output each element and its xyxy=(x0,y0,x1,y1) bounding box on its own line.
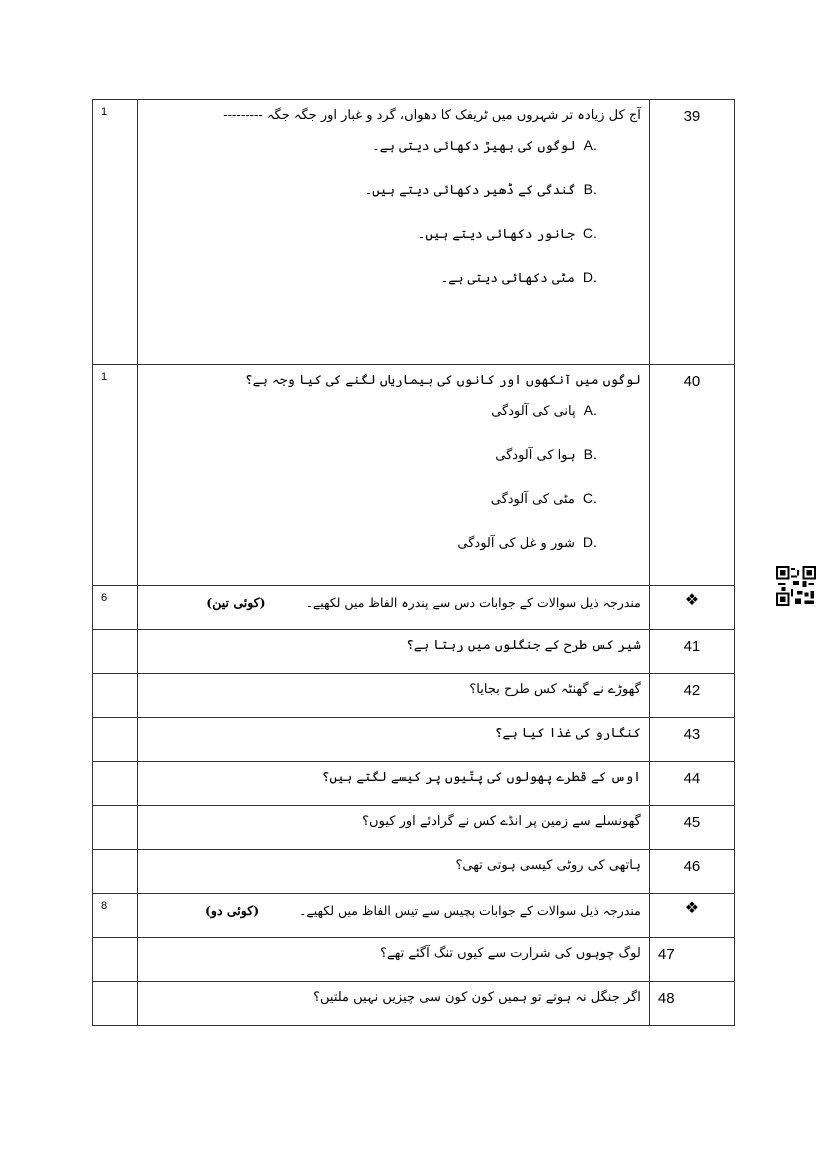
question-number: 41 xyxy=(683,638,701,655)
question-text: اگر جنگل نہ ہوتے تو ہمیں کون کون سی چیزیں نہیں ملتیں؟ xyxy=(313,990,641,1005)
marks-cell xyxy=(93,586,138,630)
question-number: 40 xyxy=(683,373,701,390)
marks-cell xyxy=(93,365,138,586)
question-row-44 xyxy=(93,762,735,806)
question-text: کنگارو کی غذا کیا ہے؟ xyxy=(494,726,641,741)
marks-cell xyxy=(93,100,138,365)
question-number: 39 xyxy=(683,108,701,125)
marks-cell xyxy=(93,806,138,850)
number-cell xyxy=(649,100,734,365)
question-cell xyxy=(138,850,650,894)
diamond-bullet-icon: ❖ xyxy=(684,898,700,917)
number-cell xyxy=(649,938,734,982)
marks-cell xyxy=(93,850,138,894)
question-row-46 xyxy=(93,850,735,894)
question-table xyxy=(92,99,735,1026)
symbol-cell xyxy=(649,586,734,630)
question-text: آج کل زیادہ تر شہروں میں ٹریفک کا دھواں، گرد و غبار اور جگہ جگہ --------- xyxy=(223,108,641,123)
qr-code-icon xyxy=(776,566,816,606)
number-cell xyxy=(649,630,734,674)
question-text: شیر کس طرح کے جنگلوں میں رہتا ہے؟ xyxy=(406,638,641,653)
marks-cell xyxy=(93,630,138,674)
question-row-43 xyxy=(93,718,735,762)
question-cell xyxy=(138,806,650,850)
option-c: C.جانور دکھائی دیتے ہیں۔ xyxy=(417,225,597,242)
question-text: ہاتھی کی روٹی کیسی ہوتی تھی؟ xyxy=(455,858,641,873)
question-cell xyxy=(138,674,650,718)
diamond-bullet-icon: ❖ xyxy=(684,590,700,609)
question-row-41 xyxy=(93,630,735,674)
option-c: C.مٹی کی آلودگی xyxy=(490,490,597,507)
number-cell xyxy=(649,762,734,806)
question-cell xyxy=(138,630,650,674)
question-text: لوگوں میں آنکھوں اور کانوں کی بیماریاں لگنے کی کیا وجہ ہے؟ xyxy=(245,373,641,388)
question-cell xyxy=(138,718,650,762)
question-cell xyxy=(138,365,650,586)
number-cell xyxy=(649,365,734,586)
question-cell xyxy=(138,938,650,982)
question-row-39 xyxy=(93,100,735,365)
question-text: اوس کے قطرے پھولوں کی پتّیوں پر کیسے لگتے ہیں؟ xyxy=(321,770,641,785)
number-cell xyxy=(649,982,734,1026)
question-number: 48 xyxy=(657,990,675,1007)
instruction-cell xyxy=(138,586,650,630)
marks-value: 8 xyxy=(101,900,108,912)
question-text: گھوڑے نے گھنٹہ کس طرح بجایا؟ xyxy=(469,682,641,697)
number-cell xyxy=(649,674,734,718)
section-instruction: مندرجہ ذیل سوالات کے جوابات پچیس سے تیس الفاظ میں لکھیے۔(کوئی دو) xyxy=(205,903,641,918)
section-header-row-1 xyxy=(93,586,735,630)
question-number: 46 xyxy=(683,858,701,875)
question-cell xyxy=(138,100,650,365)
question-number: 47 xyxy=(657,946,675,963)
marks-cell xyxy=(93,718,138,762)
options-list xyxy=(138,400,649,576)
section-instruction: مندرجہ ذیل سوالات کے جوابات دس سے پندرہ الفاظ میں لکھیے۔(کوئی تین) xyxy=(206,595,641,610)
marks-cell xyxy=(93,762,138,806)
marks-cell xyxy=(93,982,138,1026)
option-a: A.پانی کی آلودگی xyxy=(491,402,597,419)
symbol-cell xyxy=(649,894,734,938)
question-cell xyxy=(138,762,650,806)
question-row-48 xyxy=(93,982,735,1026)
question-number: 45 xyxy=(683,814,701,831)
question-number: 44 xyxy=(683,770,701,787)
number-cell xyxy=(649,850,734,894)
marks-cell xyxy=(93,894,138,938)
question-cell xyxy=(138,982,650,1026)
number-cell xyxy=(649,718,734,762)
question-number: 42 xyxy=(683,682,701,699)
option-d: D.شور و غل کی آلودگی xyxy=(457,534,597,551)
marks-value: 1 xyxy=(101,106,108,118)
marks-cell xyxy=(93,938,138,982)
marks-value: 6 xyxy=(101,592,108,604)
question-row-45 xyxy=(93,806,735,850)
instruction-cell xyxy=(138,894,650,938)
question-number: 43 xyxy=(683,726,701,743)
option-b: B.ہوا کی آلودگی xyxy=(495,446,597,463)
number-cell xyxy=(649,806,734,850)
choice-note: (کوئی دو) xyxy=(205,903,260,918)
question-row-42 xyxy=(93,674,735,718)
options-list xyxy=(138,135,649,311)
option-a: A.لوگوں کی بھیڑ دکھائی دیتی ہے۔ xyxy=(372,137,597,154)
question-row-40 xyxy=(93,365,735,586)
option-b: B.گندگی کے ڈھیر دکھائی دیتے ہیں۔ xyxy=(364,181,597,198)
question-text: گھونسلے سے زمین پر انڈے کس نے گرادئے اور کیوں؟ xyxy=(362,814,641,829)
question-text: لوگ چوہوں کی شرارت سے کیوں تنگ آگئے تھے؟ xyxy=(380,946,641,961)
option-d: D.مٹی دکھائی دیتی ہے۔ xyxy=(440,269,597,286)
marks-cell xyxy=(93,674,138,718)
choice-note: (کوئی تین) xyxy=(206,595,266,610)
section-header-row-2 xyxy=(93,894,735,938)
marks-value: 1 xyxy=(101,371,108,383)
question-row-47 xyxy=(93,938,735,982)
